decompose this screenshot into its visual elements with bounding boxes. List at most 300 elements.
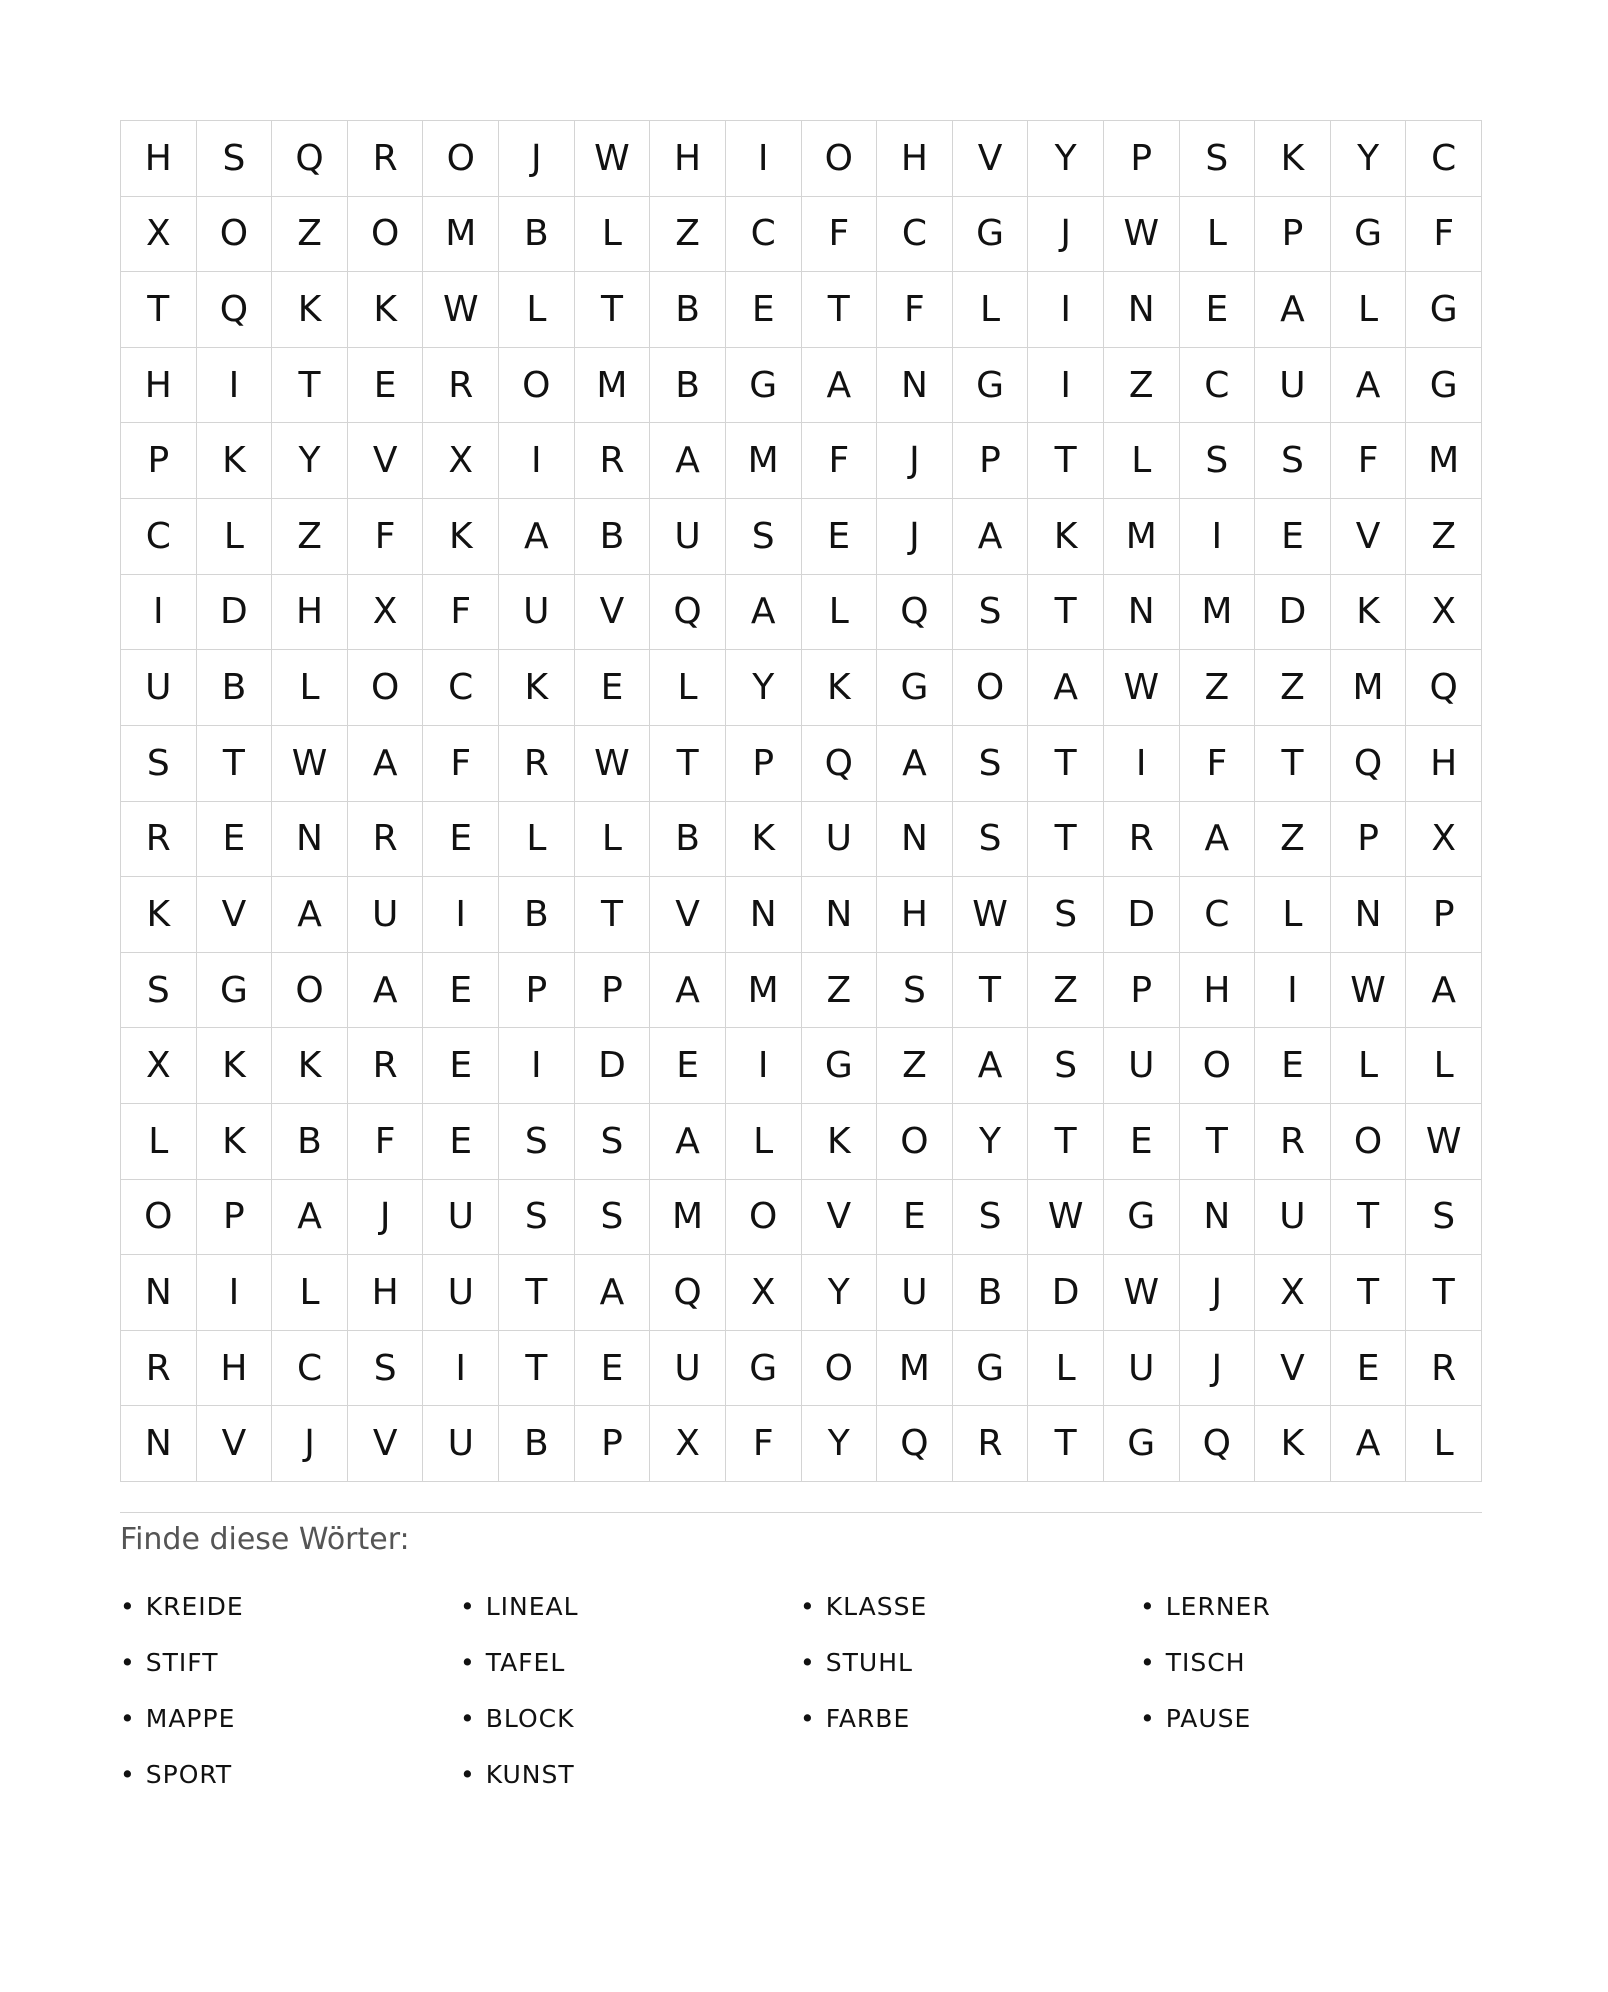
grid-cell[interactable]: A bbox=[1028, 650, 1104, 726]
grid-cell[interactable]: J bbox=[1180, 1331, 1256, 1407]
grid-cell[interactable]: K bbox=[802, 650, 878, 726]
grid-cell[interactable]: S bbox=[877, 953, 953, 1029]
grid-cell[interactable]: G bbox=[953, 1331, 1029, 1407]
grid-cell[interactable]: P bbox=[197, 1180, 273, 1256]
grid-cell[interactable]: P bbox=[1104, 953, 1180, 1029]
grid-cell[interactable]: X bbox=[423, 423, 499, 499]
grid-cell[interactable]: M bbox=[575, 348, 651, 424]
grid-cell[interactable]: C bbox=[1180, 877, 1256, 953]
grid-cell[interactable]: P bbox=[1104, 121, 1180, 197]
grid-cell[interactable]: K bbox=[197, 423, 273, 499]
grid-cell[interactable]: B bbox=[272, 1104, 348, 1180]
grid-cell[interactable]: Z bbox=[1180, 650, 1256, 726]
grid-cell[interactable]: X bbox=[1406, 575, 1482, 651]
grid-cell[interactable]: D bbox=[1255, 575, 1331, 651]
grid-cell[interactable]: G bbox=[877, 650, 953, 726]
grid-cell[interactable]: M bbox=[1331, 650, 1407, 726]
grid-cell[interactable]: A bbox=[575, 1255, 651, 1331]
grid-cell[interactable]: J bbox=[877, 499, 953, 575]
grid-cell[interactable]: G bbox=[726, 1331, 802, 1407]
grid-cell[interactable]: X bbox=[650, 1406, 726, 1482]
grid-cell[interactable]: S bbox=[1180, 423, 1256, 499]
grid-cell[interactable]: X bbox=[121, 197, 197, 273]
grid-cell[interactable]: C bbox=[1180, 348, 1256, 424]
grid-cell[interactable]: S bbox=[1255, 423, 1331, 499]
grid-cell[interactable]: A bbox=[726, 575, 802, 651]
grid-cell[interactable]: I bbox=[1028, 272, 1104, 348]
grid-cell[interactable]: T bbox=[1028, 726, 1104, 802]
grid-cell[interactable]: X bbox=[121, 1028, 197, 1104]
grid-cell[interactable]: T bbox=[197, 726, 273, 802]
grid-cell[interactable]: L bbox=[1255, 877, 1331, 953]
grid-cell[interactable]: V bbox=[575, 575, 651, 651]
grid-cell[interactable]: W bbox=[1331, 953, 1407, 1029]
grid-cell[interactable]: E bbox=[650, 1028, 726, 1104]
grid-cell[interactable]: V bbox=[197, 1406, 273, 1482]
grid-cell[interactable]: D bbox=[575, 1028, 651, 1104]
grid-cell[interactable]: O bbox=[726, 1180, 802, 1256]
grid-cell[interactable]: R bbox=[121, 1331, 197, 1407]
grid-cell[interactable]: O bbox=[953, 650, 1029, 726]
grid-cell[interactable]: U bbox=[499, 575, 575, 651]
grid-cell[interactable]: R bbox=[348, 121, 424, 197]
grid-cell[interactable]: H bbox=[348, 1255, 424, 1331]
grid-cell[interactable]: C bbox=[726, 197, 802, 273]
grid-cell[interactable]: L bbox=[272, 1255, 348, 1331]
grid-cell[interactable]: L bbox=[953, 272, 1029, 348]
grid-cell[interactable]: H bbox=[877, 877, 953, 953]
grid-cell[interactable]: J bbox=[1180, 1255, 1256, 1331]
grid-cell[interactable]: K bbox=[1255, 121, 1331, 197]
grid-cell[interactable]: U bbox=[423, 1406, 499, 1482]
grid-cell[interactable]: D bbox=[1028, 1255, 1104, 1331]
grid-cell[interactable]: E bbox=[1255, 1028, 1331, 1104]
grid-cell[interactable]: E bbox=[197, 802, 273, 878]
grid-cell[interactable]: A bbox=[802, 348, 878, 424]
grid-cell[interactable]: T bbox=[1406, 1255, 1482, 1331]
grid-cell[interactable]: O bbox=[802, 1331, 878, 1407]
grid-cell[interactable]: L bbox=[1406, 1406, 1482, 1482]
grid-cell[interactable]: R bbox=[499, 726, 575, 802]
grid-cell[interactable]: W bbox=[1104, 197, 1180, 273]
grid-cell[interactable]: Z bbox=[1104, 348, 1180, 424]
grid-cell[interactable]: A bbox=[348, 953, 424, 1029]
grid-cell[interactable]: B bbox=[575, 499, 651, 575]
grid-cell[interactable]: A bbox=[499, 499, 575, 575]
grid-cell[interactable]: P bbox=[1255, 197, 1331, 273]
grid-cell[interactable]: Z bbox=[272, 197, 348, 273]
grid-cell[interactable]: F bbox=[726, 1406, 802, 1482]
grid-cell[interactable]: T bbox=[1331, 1180, 1407, 1256]
grid-cell[interactable]: F bbox=[802, 423, 878, 499]
grid-cell[interactable]: Y bbox=[802, 1406, 878, 1482]
grid-cell[interactable]: A bbox=[953, 1028, 1029, 1104]
grid-cell[interactable]: H bbox=[650, 121, 726, 197]
grid-cell[interactable]: S bbox=[121, 726, 197, 802]
grid-cell[interactable]: T bbox=[1028, 1104, 1104, 1180]
grid-cell[interactable]: O bbox=[499, 348, 575, 424]
grid-cell[interactable]: C bbox=[121, 499, 197, 575]
grid-cell[interactable]: V bbox=[1331, 499, 1407, 575]
grid-cell[interactable]: S bbox=[726, 499, 802, 575]
grid-cell[interactable]: Q bbox=[1406, 650, 1482, 726]
grid-cell[interactable]: L bbox=[1180, 197, 1256, 273]
grid-cell[interactable]: T bbox=[953, 953, 1029, 1029]
grid-cell[interactable]: P bbox=[575, 1406, 651, 1482]
grid-cell[interactable]: I bbox=[1104, 726, 1180, 802]
grid-cell[interactable]: L bbox=[197, 499, 273, 575]
grid-cell[interactable]: L bbox=[575, 197, 651, 273]
grid-cell[interactable]: T bbox=[272, 348, 348, 424]
grid-cell[interactable]: X bbox=[1255, 1255, 1331, 1331]
grid-cell[interactable]: N bbox=[802, 877, 878, 953]
grid-cell[interactable]: B bbox=[499, 1406, 575, 1482]
grid-cell[interactable]: N bbox=[121, 1255, 197, 1331]
grid-cell[interactable]: H bbox=[877, 121, 953, 197]
grid-cell[interactable]: A bbox=[877, 726, 953, 802]
grid-cell[interactable]: J bbox=[499, 121, 575, 197]
grid-cell[interactable]: Q bbox=[1180, 1406, 1256, 1482]
grid-cell[interactable]: V bbox=[348, 423, 424, 499]
grid-cell[interactable]: S bbox=[499, 1104, 575, 1180]
grid-cell[interactable]: A bbox=[1255, 272, 1331, 348]
grid-cell[interactable]: E bbox=[423, 1028, 499, 1104]
grid-cell[interactable]: T bbox=[575, 877, 651, 953]
grid-cell[interactable]: I bbox=[423, 877, 499, 953]
grid-cell[interactable]: L bbox=[575, 802, 651, 878]
grid-cell[interactable]: T bbox=[499, 1331, 575, 1407]
grid-cell[interactable]: M bbox=[1104, 499, 1180, 575]
grid-cell[interactable]: D bbox=[197, 575, 273, 651]
grid-cell[interactable]: M bbox=[877, 1331, 953, 1407]
grid-cell[interactable]: J bbox=[877, 423, 953, 499]
grid-cell[interactable]: I bbox=[499, 423, 575, 499]
grid-cell[interactable]: E bbox=[726, 272, 802, 348]
grid-cell[interactable]: E bbox=[348, 348, 424, 424]
grid-cell[interactable]: S bbox=[1406, 1180, 1482, 1256]
grid-cell[interactable]: S bbox=[1028, 1028, 1104, 1104]
grid-cell[interactable]: Z bbox=[877, 1028, 953, 1104]
grid-cell[interactable]: K bbox=[197, 1028, 273, 1104]
grid-cell[interactable]: W bbox=[1104, 1255, 1180, 1331]
grid-cell[interactable]: F bbox=[348, 1104, 424, 1180]
grid-cell[interactable]: L bbox=[1406, 1028, 1482, 1104]
grid-cell[interactable]: D bbox=[1104, 877, 1180, 953]
grid-cell[interactable]: X bbox=[348, 575, 424, 651]
grid-cell[interactable]: O bbox=[877, 1104, 953, 1180]
grid-cell[interactable]: F bbox=[1331, 423, 1407, 499]
grid-cell[interactable]: A bbox=[650, 423, 726, 499]
grid-cell[interactable]: L bbox=[802, 575, 878, 651]
grid-cell[interactable]: Y bbox=[272, 423, 348, 499]
grid-cell[interactable]: Q bbox=[650, 1255, 726, 1331]
grid-cell[interactable]: R bbox=[953, 1406, 1029, 1482]
grid-cell[interactable]: E bbox=[1331, 1331, 1407, 1407]
grid-cell[interactable]: N bbox=[877, 348, 953, 424]
grid-cell[interactable]: U bbox=[423, 1255, 499, 1331]
grid-cell[interactable]: A bbox=[1331, 1406, 1407, 1482]
grid-cell[interactable]: A bbox=[1331, 348, 1407, 424]
grid-cell[interactable]: F bbox=[1180, 726, 1256, 802]
grid-cell[interactable]: E bbox=[575, 1331, 651, 1407]
grid-cell[interactable]: M bbox=[726, 953, 802, 1029]
grid-cell[interactable]: P bbox=[499, 953, 575, 1029]
grid-cell[interactable]: E bbox=[575, 650, 651, 726]
grid-cell[interactable]: C bbox=[272, 1331, 348, 1407]
grid-cell[interactable]: Z bbox=[1255, 802, 1331, 878]
grid-cell[interactable]: R bbox=[1406, 1331, 1482, 1407]
grid-cell[interactable]: U bbox=[650, 1331, 726, 1407]
grid-cell[interactable]: F bbox=[423, 575, 499, 651]
grid-cell[interactable]: L bbox=[499, 272, 575, 348]
grid-cell[interactable]: Q bbox=[272, 121, 348, 197]
grid-cell[interactable]: F bbox=[1406, 197, 1482, 273]
grid-cell[interactable]: B bbox=[499, 877, 575, 953]
grid-cell[interactable]: Z bbox=[1255, 650, 1331, 726]
grid-cell[interactable]: K bbox=[1028, 499, 1104, 575]
grid-cell[interactable]: K bbox=[197, 1104, 273, 1180]
grid-cell[interactable]: U bbox=[121, 650, 197, 726]
grid-cell[interactable]: A bbox=[348, 726, 424, 802]
grid-cell[interactable]: T bbox=[1028, 1406, 1104, 1482]
grid-cell[interactable]: R bbox=[348, 1028, 424, 1104]
grid-cell[interactable]: A bbox=[1406, 953, 1482, 1029]
grid-cell[interactable]: Y bbox=[726, 650, 802, 726]
grid-cell[interactable]: C bbox=[877, 197, 953, 273]
grid-cell[interactable]: G bbox=[953, 348, 1029, 424]
grid-cell[interactable]: H bbox=[197, 1331, 273, 1407]
grid-cell[interactable]: U bbox=[802, 802, 878, 878]
grid-cell[interactable]: A bbox=[1180, 802, 1256, 878]
grid-cell[interactable]: S bbox=[953, 726, 1029, 802]
grid-cell[interactable]: O bbox=[348, 650, 424, 726]
grid-cell[interactable]: S bbox=[953, 802, 1029, 878]
grid-cell[interactable]: Y bbox=[1028, 121, 1104, 197]
grid-cell[interactable]: S bbox=[575, 1180, 651, 1256]
grid-cell[interactable]: F bbox=[348, 499, 424, 575]
grid-cell[interactable]: Q bbox=[1331, 726, 1407, 802]
grid-cell[interactable]: G bbox=[1104, 1406, 1180, 1482]
grid-cell[interactable]: K bbox=[802, 1104, 878, 1180]
grid-cell[interactable]: E bbox=[423, 953, 499, 1029]
grid-cell[interactable]: N bbox=[272, 802, 348, 878]
grid-cell[interactable]: K bbox=[121, 877, 197, 953]
grid-cell[interactable]: Q bbox=[877, 575, 953, 651]
grid-cell[interactable]: K bbox=[348, 272, 424, 348]
grid-cell[interactable]: W bbox=[272, 726, 348, 802]
grid-cell[interactable]: Q bbox=[197, 272, 273, 348]
grid-cell[interactable]: J bbox=[272, 1406, 348, 1482]
grid-cell[interactable]: I bbox=[197, 1255, 273, 1331]
grid-cell[interactable]: N bbox=[121, 1406, 197, 1482]
grid-cell[interactable]: Z bbox=[1406, 499, 1482, 575]
grid-cell[interactable]: G bbox=[802, 1028, 878, 1104]
grid-cell[interactable]: L bbox=[1104, 423, 1180, 499]
grid-cell[interactable]: E bbox=[1180, 272, 1256, 348]
grid-cell[interactable]: H bbox=[121, 348, 197, 424]
grid-cell[interactable]: L bbox=[1331, 1028, 1407, 1104]
grid-cell[interactable]: T bbox=[1255, 726, 1331, 802]
grid-cell[interactable]: T bbox=[121, 272, 197, 348]
grid-cell[interactable]: R bbox=[1255, 1104, 1331, 1180]
grid-cell[interactable]: V bbox=[197, 877, 273, 953]
grid-cell[interactable]: T bbox=[1028, 423, 1104, 499]
grid-cell[interactable]: O bbox=[197, 197, 273, 273]
grid-cell[interactable]: R bbox=[121, 802, 197, 878]
grid-cell[interactable]: K bbox=[423, 499, 499, 575]
grid-cell[interactable]: U bbox=[423, 1180, 499, 1256]
grid-cell[interactable]: H bbox=[272, 575, 348, 651]
grid-cell[interactable]: L bbox=[121, 1104, 197, 1180]
grid-cell[interactable]: G bbox=[1104, 1180, 1180, 1256]
grid-cell[interactable]: N bbox=[1331, 877, 1407, 953]
grid-cell[interactable]: T bbox=[1180, 1104, 1256, 1180]
grid-cell[interactable]: F bbox=[802, 197, 878, 273]
grid-cell[interactable]: K bbox=[499, 650, 575, 726]
grid-cell[interactable]: Y bbox=[1331, 121, 1407, 197]
grid-cell[interactable]: I bbox=[1028, 348, 1104, 424]
grid-cell[interactable]: E bbox=[802, 499, 878, 575]
grid-cell[interactable]: L bbox=[650, 650, 726, 726]
grid-cell[interactable]: P bbox=[953, 423, 1029, 499]
grid-cell[interactable]: F bbox=[423, 726, 499, 802]
grid-cell[interactable]: N bbox=[1180, 1180, 1256, 1256]
grid-cell[interactable]: P bbox=[1406, 877, 1482, 953]
grid-cell[interactable]: H bbox=[1180, 953, 1256, 1029]
grid-cell[interactable]: L bbox=[1331, 272, 1407, 348]
grid-cell[interactable]: N bbox=[877, 802, 953, 878]
grid-cell[interactable]: P bbox=[726, 726, 802, 802]
grid-cell[interactable]: M bbox=[1180, 575, 1256, 651]
grid-cell[interactable]: T bbox=[575, 272, 651, 348]
grid-cell[interactable]: Y bbox=[953, 1104, 1029, 1180]
grid-cell[interactable]: O bbox=[121, 1180, 197, 1256]
grid-cell[interactable]: C bbox=[1406, 121, 1482, 197]
grid-cell[interactable]: V bbox=[1255, 1331, 1331, 1407]
grid-cell[interactable]: X bbox=[726, 1255, 802, 1331]
grid-cell[interactable]: Q bbox=[802, 726, 878, 802]
grid-cell[interactable]: L bbox=[272, 650, 348, 726]
grid-cell[interactable]: O bbox=[802, 121, 878, 197]
grid-cell[interactable]: H bbox=[1406, 726, 1482, 802]
grid-cell[interactable]: U bbox=[877, 1255, 953, 1331]
grid-cell[interactable]: N bbox=[726, 877, 802, 953]
grid-cell[interactable]: U bbox=[348, 877, 424, 953]
grid-cell[interactable]: M bbox=[1406, 423, 1482, 499]
grid-cell[interactable]: S bbox=[348, 1331, 424, 1407]
grid-cell[interactable]: K bbox=[1331, 575, 1407, 651]
grid-cell[interactable]: M bbox=[650, 1180, 726, 1256]
grid-cell[interactable]: F bbox=[877, 272, 953, 348]
grid-cell[interactable]: K bbox=[726, 802, 802, 878]
grid-cell[interactable]: Z bbox=[272, 499, 348, 575]
grid-cell[interactable]: P bbox=[1331, 802, 1407, 878]
grid-cell[interactable]: Z bbox=[1028, 953, 1104, 1029]
grid-cell[interactable]: I bbox=[423, 1331, 499, 1407]
grid-cell[interactable]: H bbox=[121, 121, 197, 197]
grid-cell[interactable]: I bbox=[1180, 499, 1256, 575]
grid-cell[interactable]: V bbox=[953, 121, 1029, 197]
grid-cell[interactable]: N bbox=[1104, 272, 1180, 348]
grid-cell[interactable]: L bbox=[726, 1104, 802, 1180]
grid-cell[interactable]: C bbox=[423, 650, 499, 726]
grid-cell[interactable]: M bbox=[726, 423, 802, 499]
grid-cell[interactable]: A bbox=[953, 499, 1029, 575]
grid-cell[interactable]: I bbox=[726, 1028, 802, 1104]
grid-cell[interactable]: M bbox=[423, 197, 499, 273]
grid-cell[interactable]: R bbox=[575, 423, 651, 499]
grid-cell[interactable]: U bbox=[650, 499, 726, 575]
grid-cell[interactable]: U bbox=[1255, 348, 1331, 424]
grid-cell[interactable]: O bbox=[1180, 1028, 1256, 1104]
grid-cell[interactable]: Y bbox=[802, 1255, 878, 1331]
grid-cell[interactable]: S bbox=[499, 1180, 575, 1256]
grid-cell[interactable]: B bbox=[650, 272, 726, 348]
grid-cell[interactable]: Z bbox=[650, 197, 726, 273]
grid-cell[interactable]: B bbox=[650, 802, 726, 878]
grid-cell[interactable]: T bbox=[1028, 575, 1104, 651]
grid-cell[interactable]: S bbox=[197, 121, 273, 197]
grid-cell[interactable]: O bbox=[1331, 1104, 1407, 1180]
grid-cell[interactable]: E bbox=[1255, 499, 1331, 575]
grid-cell[interactable]: G bbox=[1406, 348, 1482, 424]
grid-cell[interactable]: T bbox=[802, 272, 878, 348]
grid-cell[interactable]: W bbox=[423, 272, 499, 348]
grid-cell[interactable]: S bbox=[575, 1104, 651, 1180]
grid-cell[interactable]: T bbox=[650, 726, 726, 802]
grid-cell[interactable]: G bbox=[197, 953, 273, 1029]
grid-cell[interactable]: Z bbox=[802, 953, 878, 1029]
grid-cell[interactable]: N bbox=[1104, 575, 1180, 651]
grid-cell[interactable]: I bbox=[499, 1028, 575, 1104]
grid-cell[interactable]: Q bbox=[650, 575, 726, 651]
grid-cell[interactable]: A bbox=[272, 1180, 348, 1256]
grid-cell[interactable]: P bbox=[121, 423, 197, 499]
grid-cell[interactable]: K bbox=[272, 272, 348, 348]
grid-cell[interactable]: R bbox=[1104, 802, 1180, 878]
grid-cell[interactable]: G bbox=[953, 197, 1029, 273]
grid-cell[interactable]: U bbox=[1104, 1331, 1180, 1407]
grid-cell[interactable]: O bbox=[272, 953, 348, 1029]
grid-cell[interactable]: J bbox=[1028, 197, 1104, 273]
grid-cell[interactable]: I bbox=[121, 575, 197, 651]
grid-cell[interactable]: W bbox=[1406, 1104, 1482, 1180]
grid-cell[interactable]: U bbox=[1104, 1028, 1180, 1104]
grid-cell[interactable]: S bbox=[953, 575, 1029, 651]
grid-cell[interactable]: O bbox=[423, 121, 499, 197]
grid-cell[interactable]: B bbox=[197, 650, 273, 726]
grid-cell[interactable]: B bbox=[650, 348, 726, 424]
grid-cell[interactable]: T bbox=[499, 1255, 575, 1331]
grid-cell[interactable]: V bbox=[802, 1180, 878, 1256]
grid-cell[interactable]: S bbox=[1028, 877, 1104, 953]
grid-cell[interactable]: E bbox=[423, 802, 499, 878]
grid-cell[interactable]: O bbox=[348, 197, 424, 273]
grid-cell[interactable]: X bbox=[1406, 802, 1482, 878]
grid-cell[interactable]: K bbox=[1255, 1406, 1331, 1482]
grid-cell[interactable]: I bbox=[1255, 953, 1331, 1029]
grid-cell[interactable]: K bbox=[272, 1028, 348, 1104]
grid-cell[interactable]: U bbox=[1255, 1180, 1331, 1256]
grid-cell[interactable]: E bbox=[877, 1180, 953, 1256]
grid-cell[interactable]: Q bbox=[877, 1406, 953, 1482]
grid-cell[interactable]: I bbox=[197, 348, 273, 424]
grid-cell[interactable]: T bbox=[1028, 802, 1104, 878]
grid-cell[interactable]: B bbox=[499, 197, 575, 273]
grid-cell[interactable]: W bbox=[953, 877, 1029, 953]
grid-cell[interactable]: A bbox=[650, 953, 726, 1029]
grid-cell[interactable]: G bbox=[1406, 272, 1482, 348]
